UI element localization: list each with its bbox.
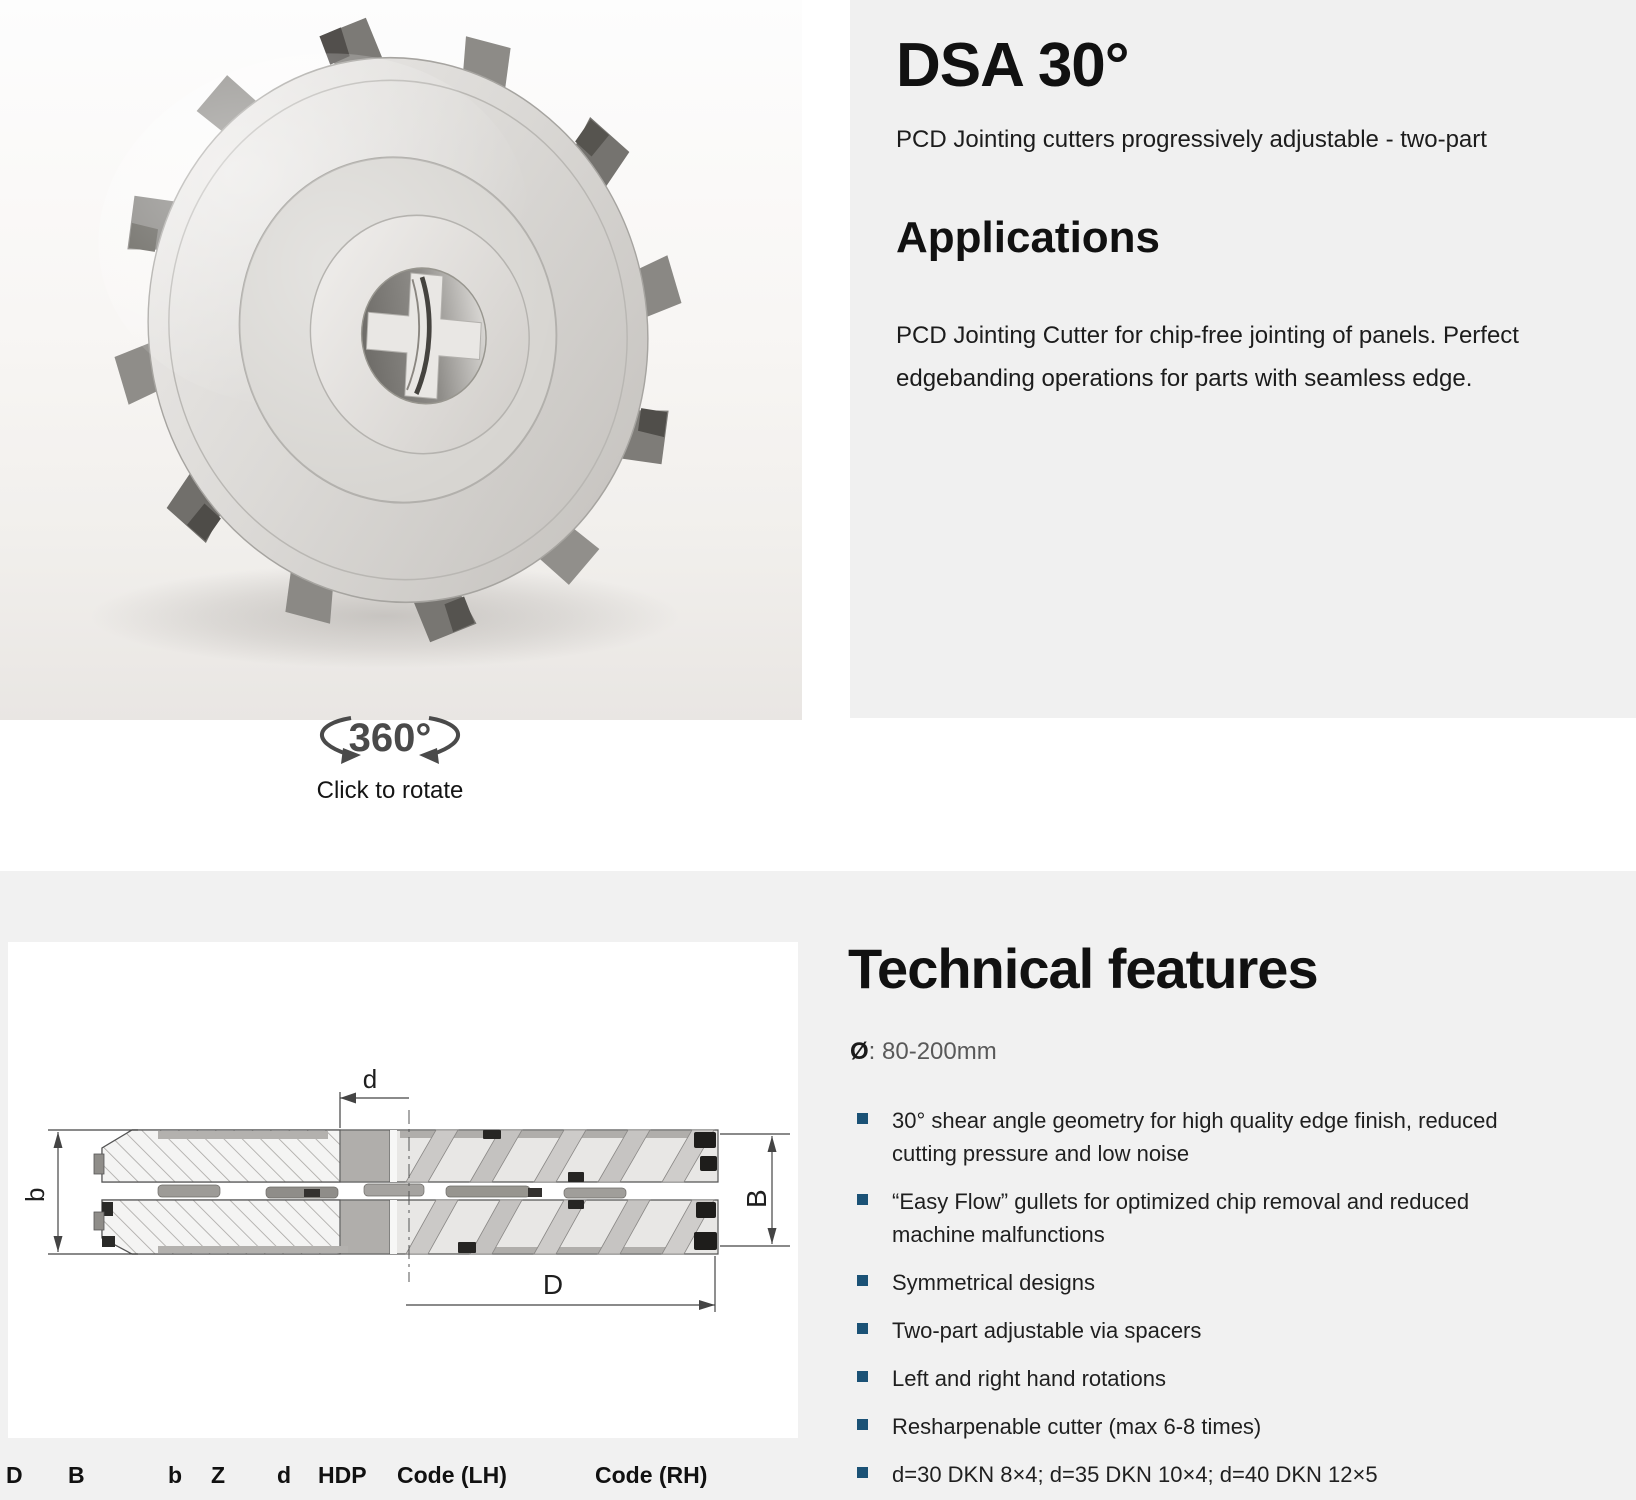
- bullet-icon: [857, 1419, 868, 1430]
- feature-item: Left and right hand rotations: [848, 1362, 1538, 1395]
- product-subtitle: PCD Jointing cutters progressively adjustable - two-part: [896, 126, 1487, 153]
- feature-item: d=30 DKN 8×4; d=35 DKN 10×4; d=40 DKN 12×5: [848, 1458, 1538, 1491]
- column-header-Z: Z: [211, 1462, 226, 1488]
- feature-item: Resharpenable cutter (max 6-8 times): [848, 1410, 1538, 1443]
- product-title: DSA 30°: [896, 31, 1129, 100]
- rotate-widget[interactable]: [240, 706, 540, 805]
- bullet-icon: [857, 1194, 868, 1205]
- feature-item: Symmetrical designs: [848, 1266, 1538, 1299]
- dim-label-B: B: [741, 1189, 772, 1208]
- applications-heading: Applications: [896, 213, 1161, 262]
- rotate-360-icon: [285, 706, 495, 770]
- dim-label-D: D: [542, 1269, 564, 1300]
- rotate-hint-label: Click to rotate: [316, 777, 464, 804]
- applications-text: PCD Jointing Cutter for chip-free jointing of panels. Perfect edgebanding operations for parts with seamless edge.: [896, 322, 1519, 392]
- diameter-spec: [850, 1038, 997, 1066]
- technical-heading: Technical features: [848, 937, 1318, 1000]
- column-header-HDP: HDP: [318, 1462, 367, 1488]
- dim-label-b: b: [20, 1187, 50, 1202]
- bullet-icon: [857, 1323, 868, 1334]
- technical-drawing: [8, 942, 798, 1438]
- spec-table-header-row: [0, 1462, 800, 1492]
- feature-list: [848, 1104, 1558, 1491]
- product-info-panel: [850, 0, 1636, 718]
- column-header-D: D: [6, 1462, 23, 1488]
- column-header-B: B: [68, 1462, 85, 1488]
- drawing-bottom-slab: [94, 1200, 718, 1254]
- dim-label-d: d: [362, 1064, 378, 1094]
- bullet-icon: [857, 1371, 868, 1382]
- product-photo: [0, 0, 802, 720]
- column-header-code-lh: Code (LH): [397, 1462, 507, 1488]
- product-photo-section[interactable]: [0, 0, 802, 720]
- feature-item: “Easy Flow” gullets for optimized chip removal and reduced machine malfunctions: [848, 1185, 1538, 1251]
- diameter-value: : 80-200mm: [868, 1038, 997, 1065]
- feature-item: Two-part adjustable via spacers: [848, 1314, 1538, 1347]
- diameter-symbol: Ø: [850, 1038, 869, 1065]
- column-header-code-rh: Code (RH): [595, 1462, 708, 1488]
- diagram-panel: [8, 942, 798, 1438]
- feature-item: 30° shear angle geometry for high quality edge finish, reduced cutting pressure and low noise: [848, 1104, 1538, 1170]
- column-header-b: b: [168, 1462, 183, 1488]
- dimension-d: [340, 1092, 409, 1128]
- bullet-icon: [857, 1113, 868, 1124]
- column-header-d: d: [277, 1462, 292, 1488]
- rotate-360-label: 360°: [348, 716, 432, 760]
- bullet-icon: [857, 1275, 868, 1286]
- drawing-spacer-tongues: [158, 1184, 626, 1198]
- bullet-icon: [857, 1467, 868, 1478]
- drawing-top-slab: [94, 1130, 718, 1182]
